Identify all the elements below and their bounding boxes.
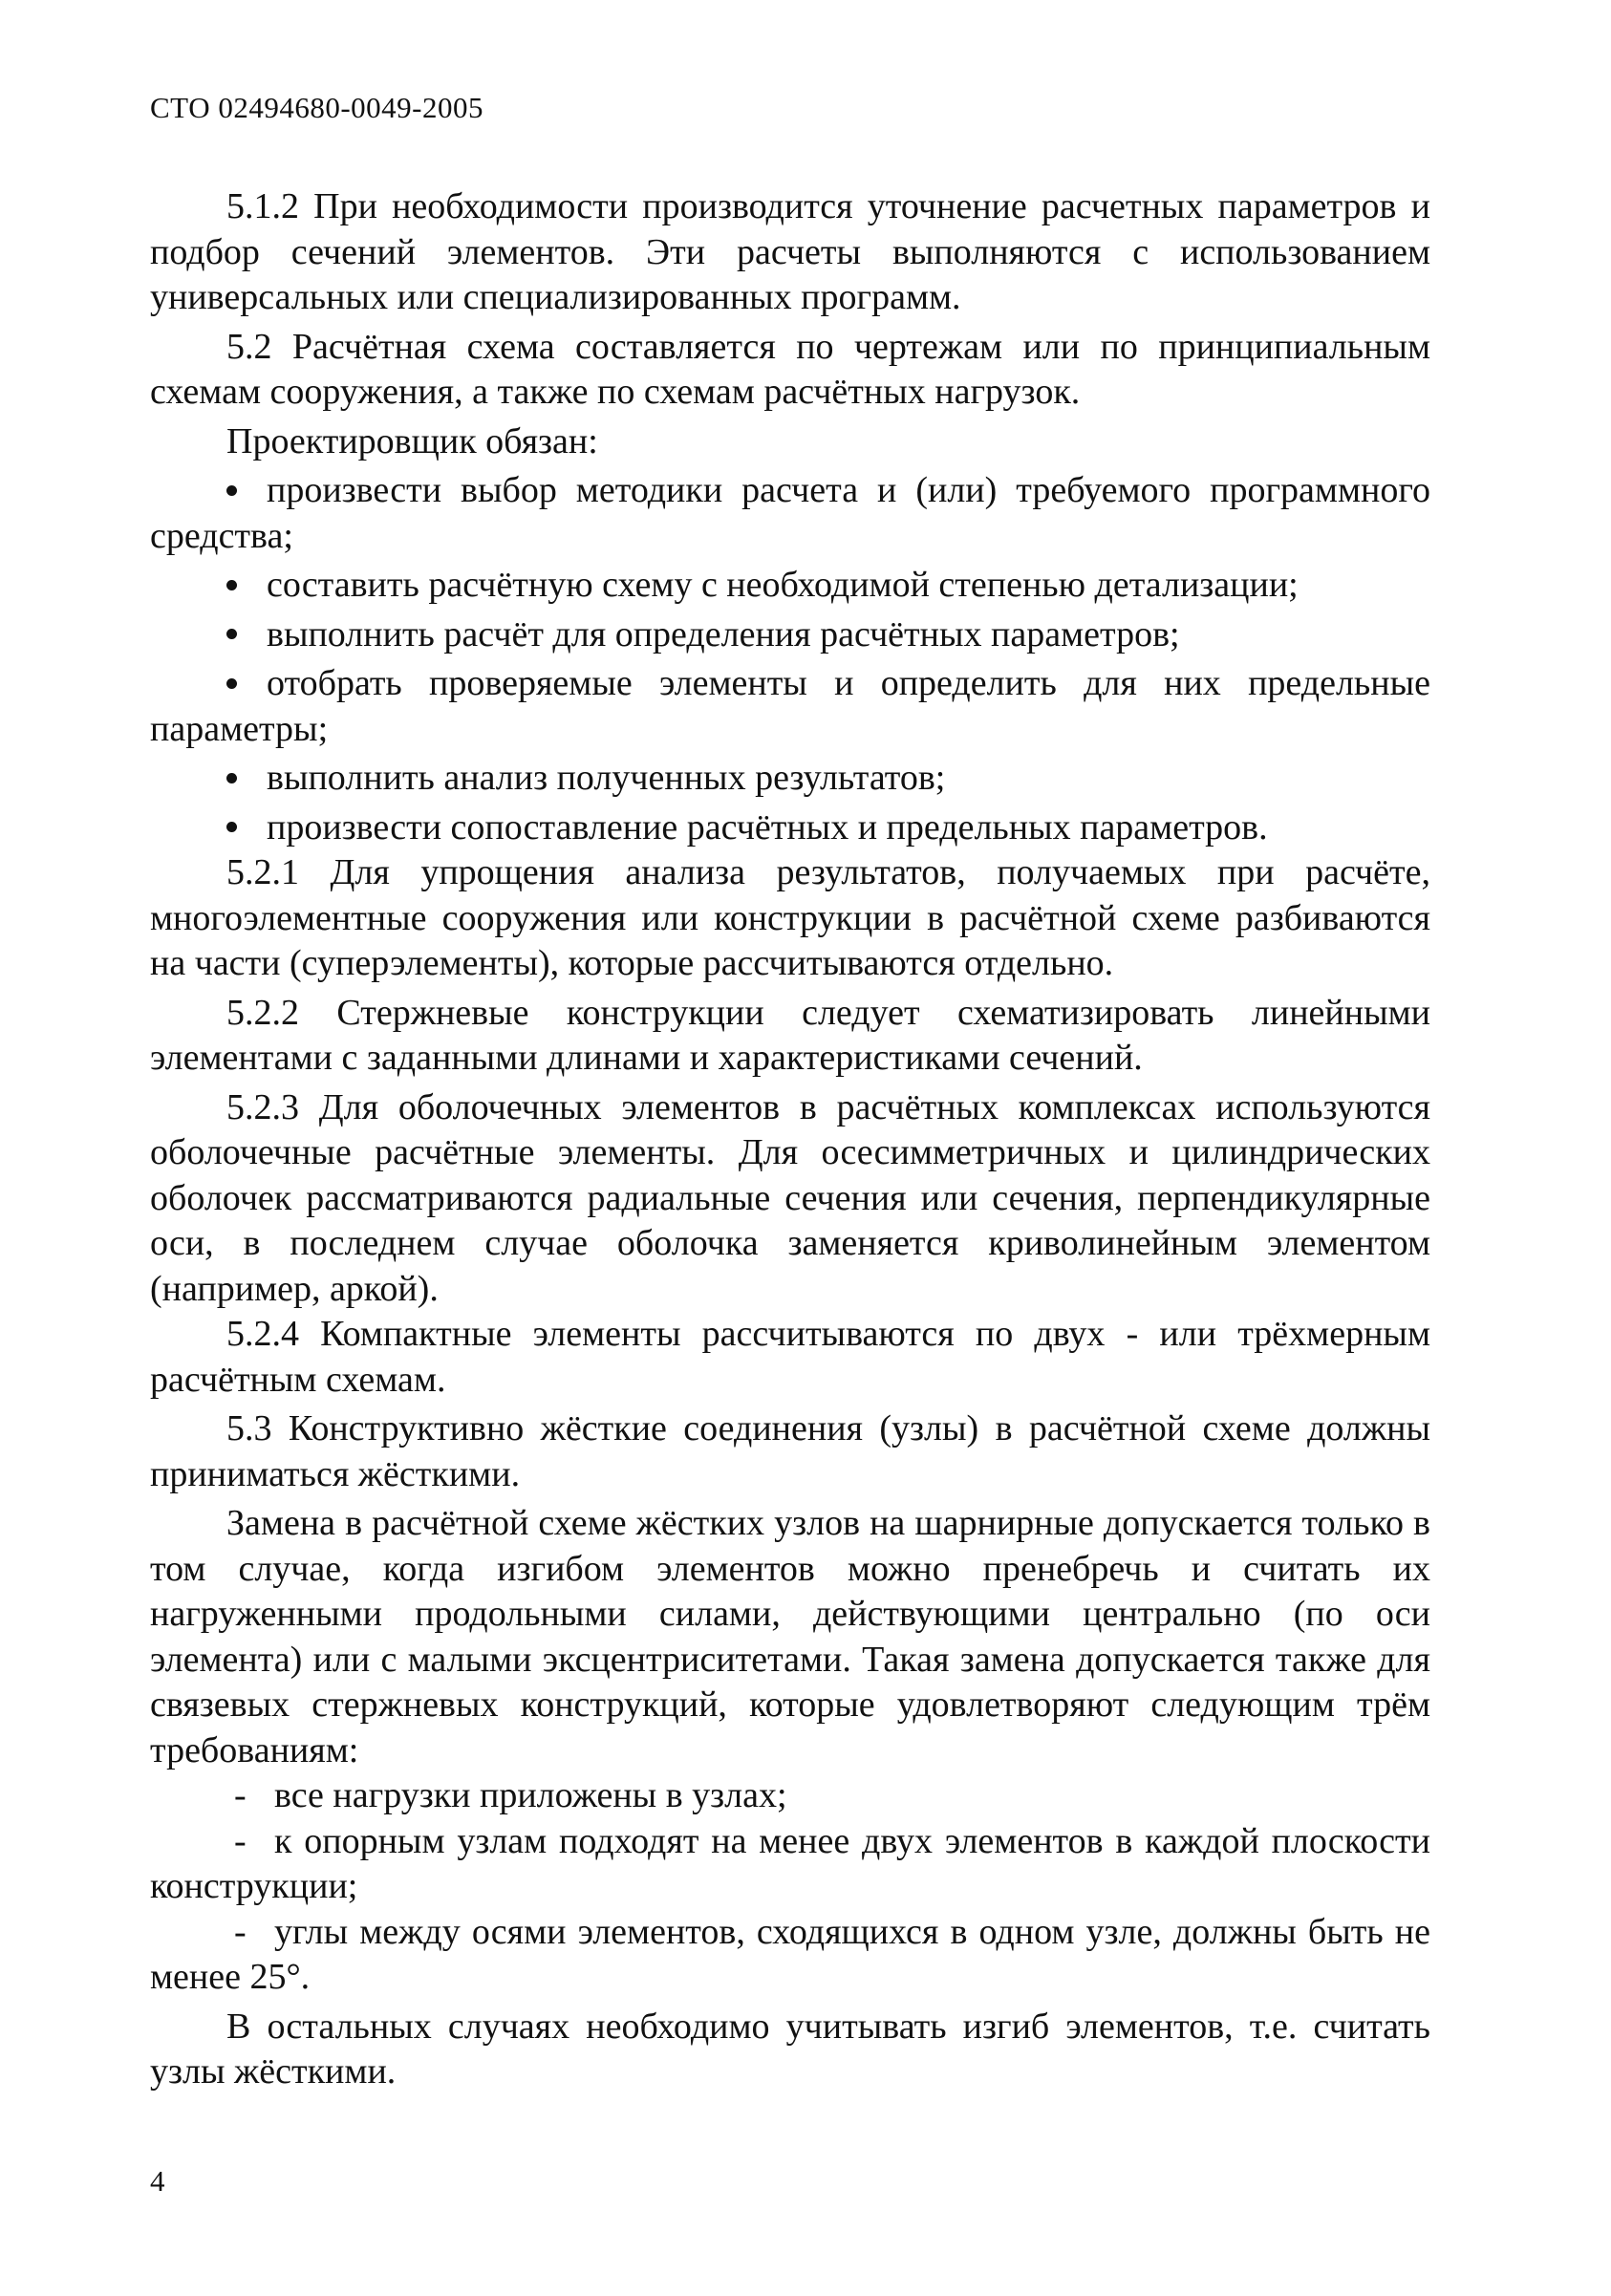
page-number: 4 xyxy=(150,2164,165,2198)
paragraph-5-2: 5.2 Расчётная схема составляется по чертежам или по принципиальным схемам сооружения, а также по схемам расчётных нагрузок. xyxy=(150,326,1430,412)
paragraph-hinge-replacement: Замена в расчётной схеме жёстких узлов на шарнирные допускается только в том случае, когда изгибом элементов можно пренебречь и считать их нагруженными продольными силами, действующими центрально (по оси элемента) или с малыми эксцентриситетами. Такая замена допускается также для связевых стержневых конструкций, которые удовлетворяют следующим трём требованиям: xyxy=(150,1503,1430,1770)
paragraph-5-2-1: 5.2.1 Для упрощения анализа результатов, получаемых при расчёте, многоэлементные сооружения или конструкции в расчётной схеме разбиваются на части (суперэлементы), которые рассчитываются отдельно. xyxy=(150,852,1430,983)
document-code-header: СТО 02494680-0049-2005 xyxy=(150,91,483,124)
paragraph-5-2-3: 5.2.3 Для оболочечных элементов в расчётных комплексах используются оболочечные расчётные элементы. Для осесимметричных и цилиндрических оболочек рассматриваются радиальные сечения или сечения, перпендикулярные оси, в последнем случае оболочка заменяется криволинейным элементом (например, аркой). xyxy=(150,1086,1430,1309)
list-item-text: все нагрузки приложены в узлах; xyxy=(274,1775,787,1815)
bullet-icon xyxy=(226,612,267,658)
list-item xyxy=(150,1910,1430,2001)
paragraph-5-1-2: 5.1.2 При необходимости производится уточнение расчетных параметров и подбор сечений элементов. Эти расчеты выполняются с использованием универсальных или специализированных программ. xyxy=(150,186,1430,317)
bullet-icon xyxy=(226,756,267,802)
list-item-text: отобрать проверяемые элементы и определить для них предельные параметры; xyxy=(150,663,1430,749)
bullet-icon xyxy=(226,563,267,609)
paragraph-other-cases: В остальных случаях необходимо учитывать изгиб элементов, т.е. считать узлы жёсткими. xyxy=(150,2006,1430,2092)
list-item-text: составить расчётную схему с необходимой степенью детализации; xyxy=(267,565,1299,605)
list-item xyxy=(150,1819,1430,1910)
list-item-text: к опорным узлам подходят на менее двух элементов в каждой плоскости конструкции; xyxy=(150,1820,1430,1906)
list-item-text: выполнить расчёт для определения расчётных параметров; xyxy=(267,613,1180,654)
list-item xyxy=(150,756,1430,802)
bullet-icon xyxy=(226,805,267,851)
list-item xyxy=(150,563,1430,609)
list-item-text: произвести сопоставление расчётных и предельных параметров. xyxy=(267,806,1268,848)
list-item-text: произвести выбор методики расчета и (или) требуемого программного средства; xyxy=(150,470,1430,556)
dash-icon: - xyxy=(234,1911,247,1952)
list-item-text: углы между осями элементов, сходящихся в одном узле, должны быть не менее 25°. xyxy=(150,1911,1430,1997)
bullet-icon xyxy=(226,661,267,707)
list-item xyxy=(150,661,1430,752)
list-item xyxy=(150,805,1430,851)
paragraph-5-2-2: 5.2.2 Стержневые конструкции следует схематизировать линейными элементами с заданными длинами и характеристиками сечений. xyxy=(150,992,1430,1078)
paragraph-5-3: 5.3 Конструктивно жёсткие соединения (узлы) в расчётной схеме должны приниматься жёсткими. xyxy=(150,1408,1430,1494)
paragraph-5-2-4: 5.2.4 Компактные элементы рассчитываются по двух - или трёхмерным расчётным схемам. xyxy=(150,1314,1430,1400)
document-body xyxy=(150,184,1430,2095)
dash-icon: - xyxy=(234,1820,247,1861)
paragraph-designer-obliged: Проектировщик обязан: xyxy=(226,420,598,461)
dash-icon: - xyxy=(234,1775,247,1815)
list-item xyxy=(150,612,1430,658)
list-item xyxy=(150,1773,1430,1819)
list-item xyxy=(150,468,1430,559)
list-item-text: выполнить анализ полученных результатов; xyxy=(267,758,946,798)
bullet-icon xyxy=(226,468,267,514)
